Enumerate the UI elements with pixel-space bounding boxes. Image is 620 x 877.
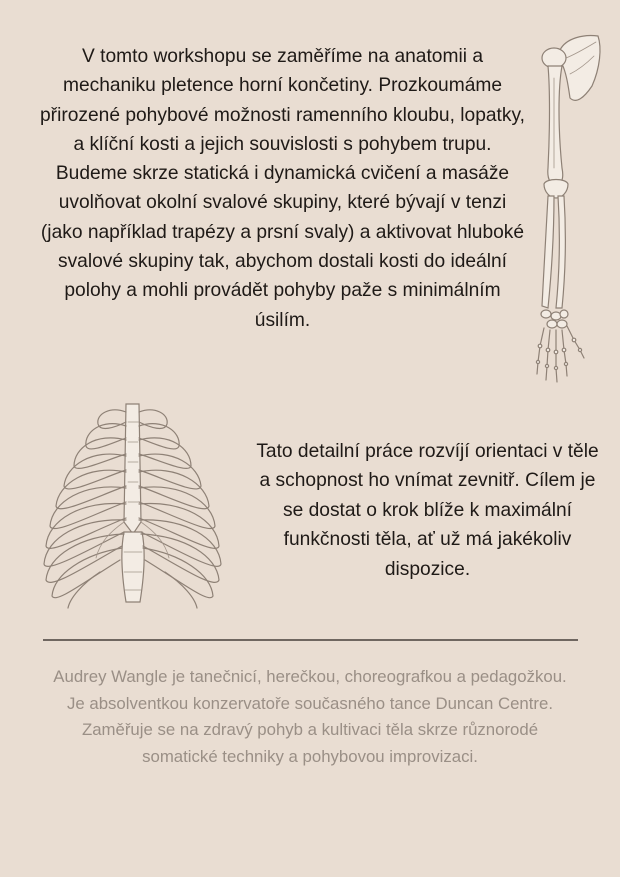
ribcage-illustration: [40, 402, 225, 614]
bio-paragraph: Audrey Wangle je tanečnicí, herečkou, choreografkou a pedagožkou. Je absolventkou konzervatoře současného tance Duncan Centre. Zaměřuje se na zdravý pohyb a kultivaci těla skrze různorodé somatické techniky a pohybovou improvizaci.: [53, 667, 567, 766]
arm-skeleton-illustration: [532, 28, 604, 384]
section-divider: [43, 639, 578, 641]
intro-paragraph: V tomto workshopu se zaměříme na anatomii a mechaniku pletence horní končetiny. Prozkoumáme přirozené pohybové možnosti ramenního kloubu, lopatky, a klíční kosti a jejich souvislosti s pohybem trupu. Budeme skrze statická i dynamická cvičení a masáže uvolňovat okolní svalové skupiny, které bývají v tenzi (jako například trapézy a prsní svaly) a aktivovat hluboké svalové skupiny tak, abychom dostali kosti do ideální polohy a mohli provádět pohyby paže s minimálním úsilím.: [40, 46, 525, 331]
detail-paragraph: Tato detailní práce rozvíjí orientaci v těle a schopnost ho vnímat zevnitř. Cílem je se dostat o krok blíže k maximální funkčnosti těla, ať už má jakékoliv dispozice.: [256, 441, 599, 580]
